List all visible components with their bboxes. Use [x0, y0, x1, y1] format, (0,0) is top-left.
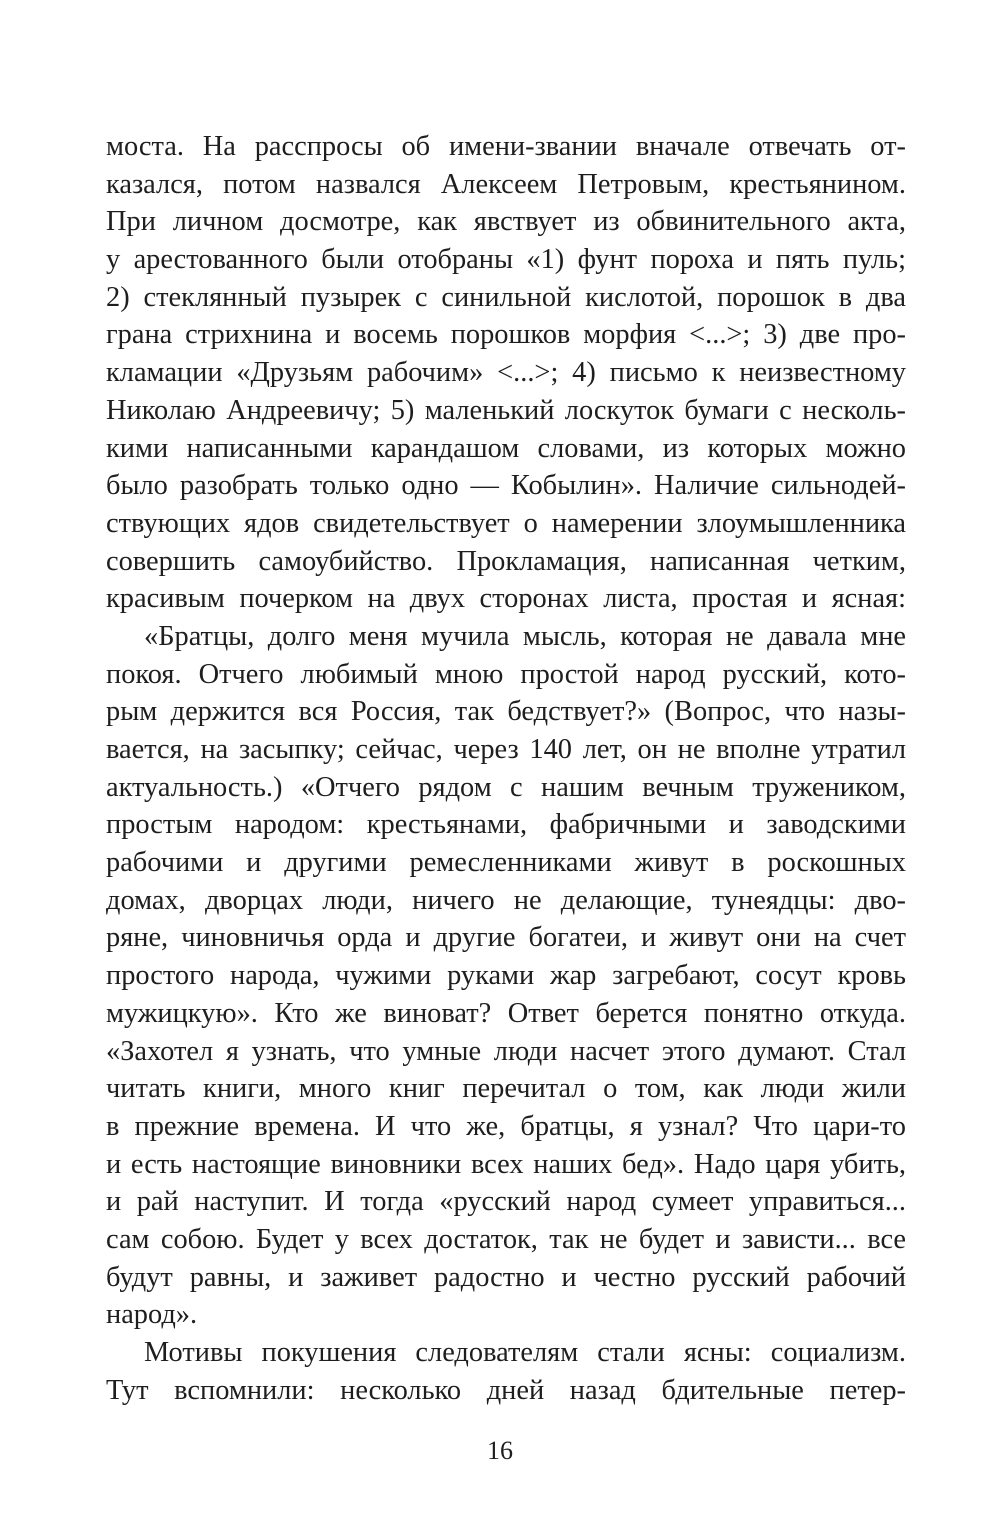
text-line: рым держится вся Россия, так бедствует?» (Вопрос, что назы-	[106, 696, 906, 728]
text-line: актуальность.) «Отчего рядом с нашим вечным тружеником,	[106, 771, 906, 803]
text-line: покоя. Отчего любимый мною простой народ русский, кото-	[106, 658, 906, 690]
text-line: простым народом: крестьянами, фабричными и заводскими	[106, 809, 906, 841]
text-line: домах, дворцах люди, ничего не делающие, тунеядцы: дво-	[106, 884, 906, 916]
text-line: казался, потом назвался Алексеем Петровым, крестьянином.	[106, 168, 906, 200]
text-line: кими написанными карандашом словами, из которых можно	[106, 432, 906, 464]
text-line: простого народа, чужими руками жар загребают, сосут кровь	[106, 960, 906, 992]
text-line: народ».	[106, 1299, 198, 1331]
text-line: При личном досмотре, как явствует из обвинительного акта,	[106, 206, 906, 238]
page-number: 16	[487, 1436, 513, 1465]
text-line: в прежние времена. И что же, братцы, я узнал? Что цари-то	[106, 1110, 906, 1142]
text-line: и рай наступит. И тогда «русский народ сумеет управиться...	[106, 1186, 906, 1218]
paragraph-2	[106, 618, 906, 1334]
text-line: ствующих ядов свидетельствует о намерении злоумышленника	[106, 507, 906, 539]
text-line: «Захотел я узнать, что умные люди насчет этого думают. Стал	[106, 1035, 906, 1067]
text-line: Николаю Андреевичу; 5) маленький лоскуток бумаги с несколь-	[106, 394, 906, 426]
text-line: у арестованного были отобраны «1) фунт пороха и пять пуль;	[106, 244, 906, 276]
text-line: Тут вспомнили: несколько дней назад бдительные петер-	[106, 1374, 906, 1406]
text-line: читать книги, много книг перечитал о том, как люди жили	[106, 1073, 906, 1105]
text-line: сам собою. Будет у всех достаток, так не будет и зависти... все	[106, 1223, 906, 1255]
text-line: Мотивы покушения следователям стали ясны: социализм.	[144, 1337, 906, 1368]
text-line: кламации «Друзьям рабочим» <...>; 4) письмо к неизвестному	[106, 357, 906, 389]
paragraph-1	[106, 128, 906, 618]
text-line: было разобрать только одно — Кобылин». Наличие сильнодей-	[106, 470, 906, 502]
text-line: «Братцы, долго меня мучила мысль, которая не давала мне	[144, 620, 906, 652]
text-line: совершить самоубийство. Прокламация, написанная четким,	[106, 545, 906, 577]
text-line: и есть настоящие виновники всех наших бед». Надо царя убить,	[106, 1148, 906, 1180]
text-line: рабочими и другими ремесленниками живут в роскошных	[106, 847, 906, 879]
text-line: будут равны, и заживет радостно и честно русский рабочий	[106, 1261, 906, 1293]
text-line: ряне, чиновничья орда и другие богатеи, и живут они на счет	[106, 922, 906, 954]
text-line: 2) стеклянный пузырек с синильной кислотой, порошок в два	[106, 281, 906, 313]
text-line: красивым почерком на двух сторонах листа, простая и ясная:	[106, 583, 906, 615]
text-line: вается, на засыпку; сейчас, через 140 лет, он не вполне утратил	[106, 734, 906, 765]
paragraph-3	[106, 1334, 906, 1409]
text-line: грана стрихнина и восемь порошков морфия <...>; 3) две про-	[106, 319, 906, 351]
text-line: мужицкую». Кто же виноват? Ответ берется понятно откуда.	[106, 997, 906, 1029]
body-text	[106, 128, 906, 1409]
text-line: моста. На расспросы об имени-звании вначале отвечать от-	[106, 131, 906, 162]
